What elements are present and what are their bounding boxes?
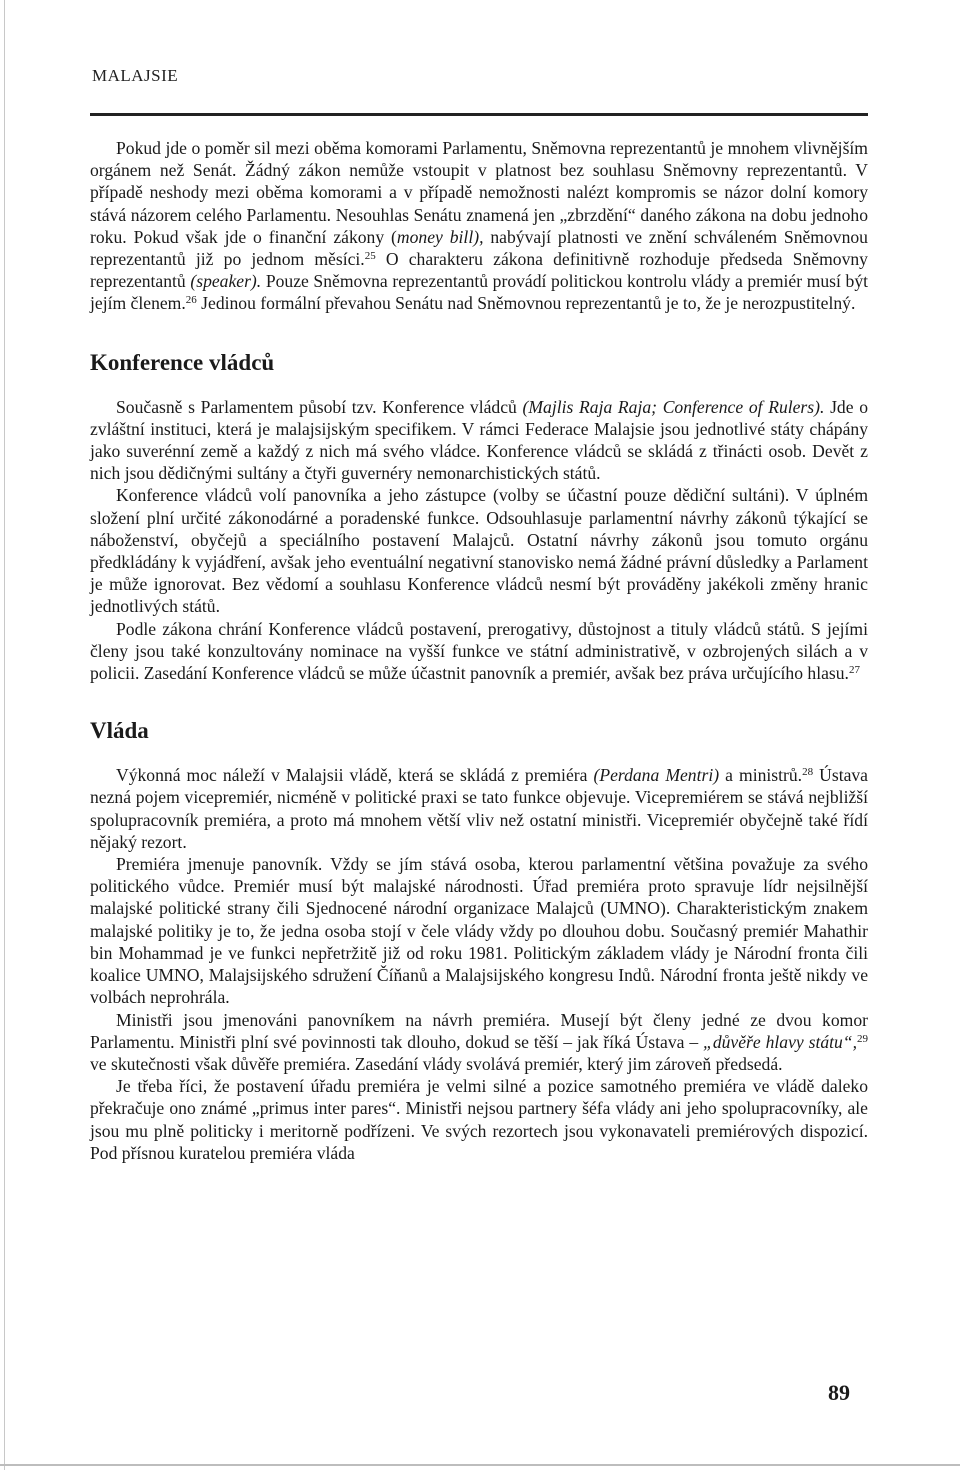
- text-run: Podle zákona chrání Konference vládců postavení, prerogativy, důstojnost a tituly vládců států. S jejími členy jsou také konzultovány nominace na vyšší funkce ve státní administrativě, v ozbrojených silách a v policii. Zasedání Konference vládců se může účastnit panovník a premiér, avšak bez práva určujícího hlasu.: [90, 618, 868, 684]
- text-run: ve skutečnosti však důvěře premiéra. Zasedání vlády svolává premiér, který jim zároveň předsedá.: [90, 1053, 783, 1074]
- paragraph: [90, 137, 868, 315]
- text-run: Jedinou formální převahou Senátu nad Sněmovnou reprezentantů je to, že je nerozpustitelný.: [196, 293, 856, 314]
- text-run: nabývají platnosti ve znění schváleném Sněmovnou reprezentantů již po jednom měsíci.: [90, 226, 868, 270]
- text-run: Pouze Sněmovna reprezentantů provádí politickou kontrolu vlády a premiér musí být jejím členem.: [90, 271, 869, 314]
- page-number: 89: [828, 1380, 850, 1405]
- running-header: MALAJSIE: [92, 66, 179, 85]
- text-run: a ministrů.: [719, 765, 803, 786]
- italic-term: (Perdana Mentri): [593, 765, 720, 786]
- paragraph: [90, 618, 868, 685]
- italic-term: „důvěře hlavy státu“,: [703, 1031, 857, 1052]
- footnote-ref: 29: [857, 1032, 868, 1045]
- text-run: Jde o zvláštní instituci, která je malajsijským specifikem. V rámci Federace Malajsie jsou jednotlivé státy chápány jako suverénní země a každý z nich má svého vládce. Konference vládců se skládá z třinácti osob. Devět z nich jsou dědičnými sultány a čtyři guvernéry nemonarchistických států.: [90, 396, 869, 484]
- paragraph: [90, 764, 868, 853]
- text-run: Pokud jde o poměr sil mezi oběma komorami Parlamentu, Sněmovna reprezentantů je mnohem vlivnějším orgánem než Senát. Žádný zákon nemůže vstoupit v platnost bez souhlasu Sněmovny reprezentantů. V případě neshody mezi oběma komorami a v případě nemožnosti nalézt kompromis se názor dolní komory stává názorem celého Parlamentu. Nesouhlas Senátu znamená jen „zbrzdění“ daného zákona na dobu jednoho roku. Pokud však jde o finanční zákony (: [90, 138, 868, 247]
- text-run: Výkonná moc náleží v Malajsii vládě, která se skládá z premiéra: [116, 765, 594, 786]
- scan-edge-line: [4, 0, 5, 1470]
- paragraph: Premiéra jmenuje panovník. Vždy se jím stává osoba, kterou parlamentní většina považuje za svého politického vůdce. Premiér musí být malajské národnosti. Úřad premiéra proto spravuje lídr nejsilnější malajské politické strany čili Sjednocené národní organizace Malajců (UMNO). Charakteristickým znakem malajské politiky je to, že jedna osoba stojí v čele vlády vždy po dlouhou dobu. Současný premiér Mahathir bin Mohammad je ve funkci nepřetržitě již od roku 1981. Politickým základem vlády je Národní fronta čili koalice UMNO, Malajsijského sdružení Číňanů a Malajsijského kongresu Indů. Národní fronta ještě nikdy ve volbách neprohrála.: [90, 854, 868, 1008]
- section-heading: Konference vládců: [90, 349, 275, 375]
- text-run: Současně s Parlamentem působí tzv. Konference vládců: [116, 396, 523, 417]
- footnote-ref: 25: [364, 250, 376, 263]
- paragraph: [90, 396, 868, 485]
- header-rule: [90, 113, 868, 116]
- bottom-scan-edge: [0, 1464, 960, 1466]
- text-run: Ministři jsou jmenováni panovníkem na návrh premiéra. Musejí být členy jedné ze dvou komor Parlamentu. Ministři plní své povinnosti tak dlouho, dokud se těší – jak říká Ústava –: [90, 1009, 868, 1052]
- footnote-ref: 28: [802, 766, 814, 779]
- italic-term: (speaker).: [190, 271, 262, 292]
- page-body: [90, 137, 868, 1164]
- paragraph: [90, 1009, 868, 1076]
- paragraph: Je třeba říci, že postavení úřadu premiéra je velmi silné a pozice samotného premiéra ve vládě daleko překračuje ono známé „primus inter pares“. Ministři nejsou partnery šéfa vlády ani jeho spolupracovníky, ale jsou mu plně politicky i meritorně podřízeni. Ve svých rezortech jsou vykonavateli premiérových dispozicí. Pod přísnou kuratelou premiéra vláda: [90, 1076, 868, 1163]
- section-heading: Vláda: [90, 718, 149, 744]
- text-run: Ústava nezná pojem vicepremiér, nicméně v politické praxi se tato funkce objevuje. Vicepremiérem se stává nejbližší spolupracovník premiéra, a proto má mnohem větší vliv než ostatní ministři. Vicepremiér obyčejně také řídí nějaký rezort.: [90, 765, 868, 852]
- italic-term: money bill),: [396, 226, 484, 247]
- italic-term: (Majlis Raja Raja; Conference of Rulers).: [522, 396, 825, 417]
- footnote-ref: 27: [848, 664, 860, 677]
- footnote-ref: 26: [185, 294, 197, 307]
- paragraph: Konference vládců volí panovníka a jeho zástupce (volby se účastní pouze dědiční sultáni). V úplném složení plní určité zákonodárné a poradenské funkce. Odsouhlasuje parlamentní návrhy zákonů týkající se náboženství, obyčejů a speciálního postavení Malajců. Ostatní návrhy zákonů jsou tomuto orgánu předkládány k vyjádření, avšak jeho eventuální negativní stanovisko nemá žádné právní důsledky a Parlament je může ignorovat. Bez vědomí a souhlasu Konference vládců nesmí být prováděny jakékoli změny hranic jednotlivých států.: [90, 485, 868, 617]
- text-run: O charakteru zákona definitivně rozhoduje předseda Sněmovny reprezentantů: [90, 249, 868, 292]
